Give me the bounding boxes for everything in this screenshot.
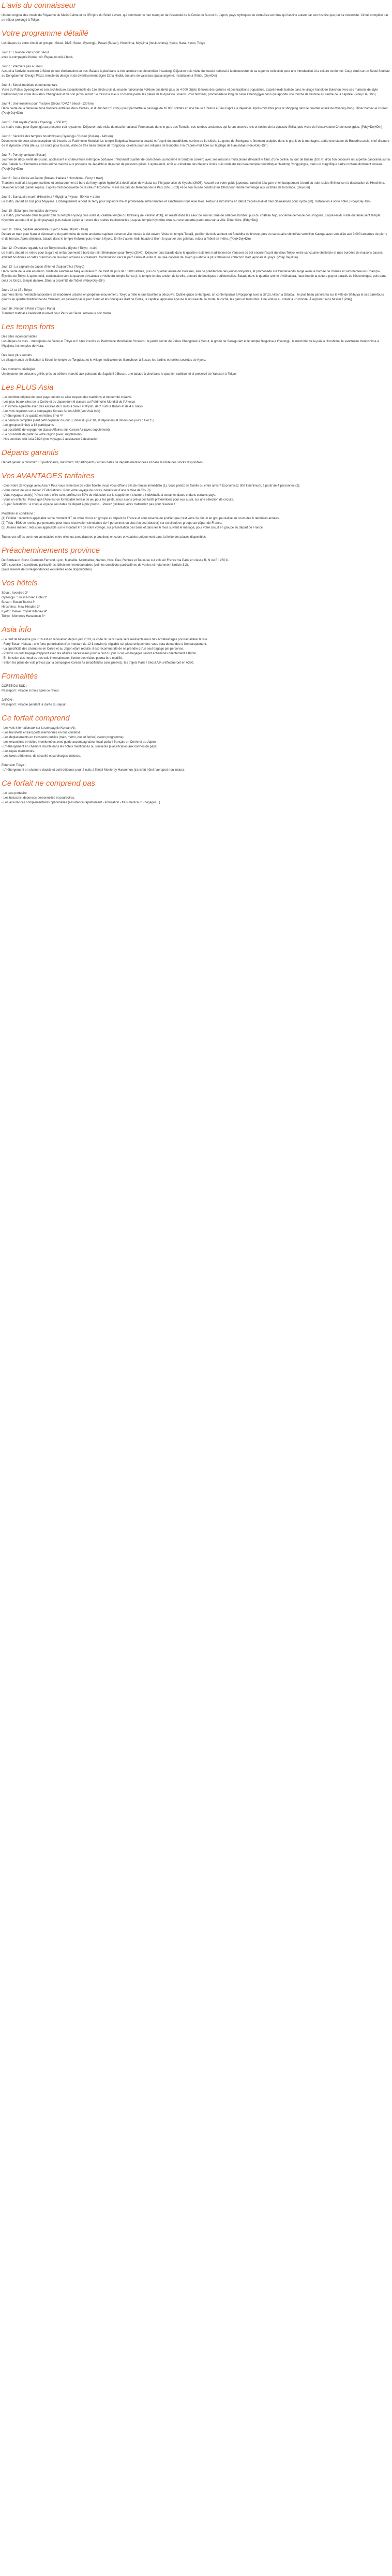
day-item — [2, 135, 390, 149]
day-item — [2, 195, 390, 204]
asia-info-list — [2, 638, 390, 666]
temps-fort-text: Les étapes de mes... métropoles de Séoul et Tokyo et 6 sites inscrits au Patrimoine Mondial de l'Unesco : le jardin secret du Palais Changdeok à Séoul, la grotte de Seokguram et le temple Bulguksa à Gyeongju, le mémorial de la paix à Hiroshima, le sanctuaire Itsukushima à Miyajima, les temples de Nara. — [2, 340, 379, 348]
section-title: Votre programme détaillé — [2, 29, 88, 38]
day-body: Transfert matinal à l'aéroport et envol pour Paris via Séoul. Arrivée le soir même. — [2, 312, 113, 315]
day-body: Journées libres. Véritable laboratoire de modernité urbaine en perpétuel mouvement, Tokyo a mille et une facettes à découvrir. Cultivé grâce à Harajuku, art contemporain à Roppongi, luxe à Ginza, kitsch à Odaiba... le plus beau panorama sur la ville de Shibuya et ses carrefours géants au quartier traditionnel de Yanesen, en passant par le parc Ueno et les boutiques d'art de Ginza, la capitale japonaise épouse la nouveauté, la mode, le cliché, les gens et leurs rites. Une voiture au volant à un monde. À explorer sans hésiter ! (Pdej) — [2, 293, 384, 301]
preach-text: (sous réserve de correspondances existantes et de disponibilités) — [2, 568, 92, 571]
section-avis — [2, 1, 390, 23]
hotel-line: Busan : Busan Tourist 3* — [2, 601, 36, 604]
section-asia-info — [2, 625, 390, 666]
modalites-text: (1) Fidélité : réduction applicable sur le montant HT de votre circuit en groupe au départ de France et sous réserve de justifier que c'est votre 3e circuit en groupe réalisé au cours des 6 dernières années. (2) Tribu : 5€/€ de remise par personne pour toute réservation simultanée de 4 personnes ou plus (un seul dossier) sur un circuit en groupe au départ de France. (3) Jeunes mariés : réduction applicable sur le montant HT de votre voyage, sur présentation des bans et dans les 6 mois suivant le mariage, pour votre circuit en groupe au départ de France. — [2, 517, 280, 529]
day-title: Jour 16 : Retour à Paris (Tokyo / Paris) — [2, 307, 55, 311]
list-item: - Prévoir un petit bagage d'appoint avec les affaires nécessaires pour la nuit du jour 8 car vos bagages seront acheminés directement à Kyoto. — [2, 652, 197, 655]
section-text: Départ garanti à minimum 10 participants, maximum 18 participants (sur les dates de départs mentionnées et dans la limite des stocks disponibles). — [2, 461, 205, 464]
section-title: Vos AVANTAGES tarifaires — [2, 472, 95, 480]
day-title: Jour 1 : Envol de Paris pour Séoul — [2, 51, 49, 54]
section-title: Ce forfait comprend — [2, 714, 70, 723]
list-item: - La possibilité de partir de votre région (avec supplément) — [2, 433, 82, 436]
day-body: Découverte de deux sites exceptionnels inscrits au Patrimoine Mondial. Le temple Bulguksa, incarne la beauté et l'esprit du bouddhisme coréen au 8e siècle. La grotte de Seokguram, finement sculptée dans le granit de la montagne, abrite une statue de Bouddha assis, chef-d'œuvre de la dynastie Shilla (8e s.). En route pour Busan, visite de très beau temple de Tongdosa, célèbre pour ses reliques de Bouddha. Fin d'après-midi libre sur la plage de Haeundae.(Pdej+Dej+Din) — [2, 140, 389, 148]
ne-comprend-pas-list — [2, 791, 390, 805]
day-title: Jour 5 : Cité royale (Séoul / Gyeongju - 350 km) — [2, 121, 68, 124]
day-body: Découverte de la fameuse zone frontière entre les deux Corées, et du tunnel n°3 conçu pour permettre le passage de 10 000 soldats en une heure ! Retour à Séoul après le déjeuner. Après-midi libre pour le shopping dans le quartier animé de Myeong-Dong. Dîner barbecue coréen. (Pdej+Dej+Din) — [2, 107, 389, 115]
day-body: avec la compagnie Korean Air. Repas et nuit à bord. — [2, 56, 73, 59]
formalite-line: Passeport : valable pendant la durée du séjour. — [2, 703, 67, 706]
list-item: - Les boissons, dépenses personnelles et pourboires. — [2, 797, 76, 800]
formalite-line: Passeport : valable 6 mois après le retour. — [2, 689, 60, 693]
day-body: Visite du Palais Gyeongbok et son architecture exceptionnelle du 13e siècle puis du musée national du Folklore qui abrite plus de 4 000 objets témoins des cultures et des traditions populaires. L'après-midi, balade dans le village hanok de Bukchon avec ses maisons de style traditionnel puis visite du Palais Changdeok et de son jardin secret : le trésor le mieux conservé parmi les palais de la dynastie Joseon. Pour terminer, promenade le long du canal Cheonggyecheon qui apporte une touche de verdure au centre de la capitale. (Pdej+Dej+Din) — [2, 89, 378, 96]
preach-text: De Bordeaux, Brest, Clermont-Ferrand, Lyon, Marseille, Montpellier, Nantes, Nice, Pau, Rennes et Toulouse sur vols Air France via Paris en classe R, N ou E : 250 €. — [2, 559, 229, 562]
day-title: Jour 3 : Séoul impériale et monumentale — [2, 84, 57, 87]
day-item — [2, 288, 390, 302]
day-item — [2, 209, 390, 223]
list-item: - Les repas mentionnés. — [2, 750, 35, 753]
list-item: - La pension complète (sauf petit déjeuner du jour 8, dîner du jour 10, et déjeuners et dîners des jours 14 et 15) — [2, 419, 155, 422]
day-item — [2, 265, 390, 284]
hotel-line: Tokyo : Monterey Hanzomon 3* — [2, 615, 45, 618]
list-item: - L'hébergement de qualité en hôtels 3* et 4* — [2, 415, 63, 418]
plus-list — [2, 395, 390, 442]
list-item: - Les vols internationaux sur la compagnie Korean Air. — [2, 727, 76, 730]
formalites-list — [2, 684, 390, 708]
section-plus-asia — [2, 383, 390, 442]
day-title: Jour 10 : Estampes immuables de Kyoto — [2, 210, 57, 213]
list-item: - Les déplacements en transports publics (train, métro, bus et ferries) (selon programme). — [2, 736, 125, 739]
temps-forts-list — [2, 335, 390, 377]
extension-label: Extension Tokyo : — [2, 764, 26, 767]
day-title: Jour 4 : Une frontière pour l'histoire (Séoul / DMZ / Séoul - 130 km) — [2, 102, 94, 106]
list-item: - L'hébergement en chambre double et petit déjeuner pour 2 nuits à l'hôtel Monterey Hanzomon (transfert hôtel / aéroport non inclus). — [2, 769, 185, 772]
list-item: - Les plus beaux sites de la Corée et du Japon dont 6 classés au Patrimoine Mondial de l'Unesco — [2, 401, 135, 404]
section-programme — [2, 29, 390, 316]
section-preacheminements — [2, 546, 390, 572]
day-item — [2, 176, 390, 190]
day-item — [2, 83, 390, 97]
day-item — [2, 246, 390, 260]
section-temps-forts — [2, 322, 390, 377]
day-item — [2, 121, 390, 130]
list-item: - Les vols réguliers sur la compagnie Korean Air en A380 (voir Asia info) — [2, 410, 100, 413]
day-title: Jour 9 : Sanctuaire marin (Hiroshima / Miyajima / Kyoto - 50 Km + train) — [2, 196, 100, 199]
day-body: Découverte de la ville en métro. Visite du sanctuaire Meiji au milieu d'une forêt de plus de 10 000 arbres, puis du quartier animé de Harajuku, lieu de prédilection des jeunes tokyoïtes, et promenade sur Omotesando, large avenue bordée de chênes et surnommée les Champs-Élysées de Tokyo. L'après-midi, continuation vers le quartier d'Asakusa et visite du temple Senso-ji, le temple le plus ancien de la ville, entouré de boutiques traditionnelles. Balade dans le quartier animé d'Akihabara, haut-lieu de la culture pop et paradis de l'électronique, puis dans celui de Ginza, temple du luxe. Dîner à proximité de l'hôtel. (Pdej+Dej+Din) — [2, 270, 386, 283]
section-text: Un duo original des musts du Royaume du Matin Calme et de l'Empire du Soleil Levant, qui comment ne rien manquer de l'essentiel de la Corée du Sud et du Japon, pays mythiques de cette Asie extrême qui fascine autant par son histoire que par sa modernité. Circuit complété par un séjour prolongé à Tokyo. — [2, 14, 388, 22]
section-title: Départs garantis — [2, 448, 59, 457]
day-title: Jours 14 et 15 : Tokyo — [2, 289, 32, 292]
list-item: - Les transferts et transports mentionnés en bus climatisé. — [2, 731, 82, 734]
list-item: - La possibilité de voyager en classe Affaires sur Korean Air (avec supplément) — [2, 429, 110, 432]
day-title: Jour 6 : Sérénité des temples bouddhiques (Gyeongju / Busan (Pusan) - 140 km) — [2, 135, 113, 138]
day-body: Départ en train pour Nara et découverte du patrimoine de cette ancienne capitale devenue ville musée à ciel ouvert. Visite du temple Todaiji, pavillon de bois abritant un Bouddha de bronze, puis du sanctuaire shintoïste vermillon Kasuga avec son allée aux 3 000 lanternes de pierre et de bronze. Après déjeuner, balade dans le temple Kofukuji puis retour à Kyoto. En fin d'après-midi, balade à Gion, le quartier des geishas, retour à l'hôtel en métro. (Pdej+Dej+Din) — [2, 233, 387, 241]
day-title: Jour 12 : Premiers regards sur un Tokyo insolite (Kyoto / Tokyo - train) — [2, 247, 98, 250]
section-avantages — [2, 472, 390, 540]
hotel-line: Gyeongju : Swiss Rosen Hotel 3* — [2, 596, 48, 599]
section-title: Vos hôtels — [2, 579, 38, 587]
temps-fort-label: Des lieux plus secrets — [2, 354, 32, 357]
formalite-line: COREE DU SUD : — [2, 685, 27, 688]
day-title: Jour 11 : Nara, capitale ancestrale (Kyoto / Nara / Kyoto - train) — [2, 228, 88, 231]
temps-fort-label: Des sites incontournables — [2, 335, 37, 338]
day-body: Le matin, route pour Gyeongju au prospère trait royaumes. Déjeuner puis visite du musée national. Promenade dans le parc des Tumulis, ces tombes anciennes qui furent enterrés rois et nobles de la dynastie Shilla, puis visite de l'observatoire Cheomseongdae. (Pdej+Dej+Din) — [2, 126, 382, 129]
list-item: - Un rythme agréable avec des escales de 3 nuits à Séoul et Kyoto, de 2 nuits à Busan et de 4 à Tokyo — [2, 405, 143, 408]
preach-text: Offre soumise à conditions particulières, billets non remboursables (voir les conditions particulières de ventes et notamment l'article 3.2). — [2, 564, 189, 567]
day-item — [2, 65, 390, 79]
list-item: - Les excursions et visites mentionnées avec guide accompagnateur local parlant français en Corée et au Japon. — [2, 741, 157, 744]
hotel-line: Hiroshima : New Hiroden 3* — [2, 606, 40, 609]
day-item — [2, 307, 390, 316]
day-item — [2, 51, 390, 60]
avantages-list — [2, 484, 390, 507]
list-item: - Le taxe portuaire. — [2, 792, 28, 795]
temps-fort-text: Un déjeuner de poissons grillés près du célèbre marché aux poissons de Jagalchi à Busan, une balade à pied dans le quartier traditionnel et préservé de Yanesen à Tokyo. — [2, 373, 237, 376]
section-hotels — [2, 579, 390, 619]
section-ne-comprend-pas — [2, 779, 390, 805]
list-item: - Les taxes aériennes, de sécurité et surcharges incluses. — [2, 755, 81, 758]
day-item — [2, 153, 390, 172]
section-departs — [2, 448, 390, 465]
section-title: Les temps forts — [2, 322, 55, 331]
days-list — [2, 51, 390, 316]
day-title: Jour 13 : La capitale du Japon d'hier et d'aujourd'hui (Tokyo) — [2, 266, 84, 269]
section-title: Les PLUS Asia — [2, 383, 54, 392]
section-title: Préacheminements province — [2, 546, 100, 555]
extension-list — [2, 768, 390, 773]
section-formalites — [2, 672, 390, 708]
list-item: - L'hébergement en chambre double dans les hôtels mentionnés ou similaires (classification aux normes du pays). — [2, 745, 158, 748]
day-body: Le matin, départ en métro pour la gare et embarquement à bord du train Shinkansen pour Tokyo (2h40). Déjeuner puis balade dans le quartier resté très traditionnel de Yanesen où bat encore l'esprit du vieux Tokyo, entre sanctuaire shintoïste et rues bordées de maisons basses abritant boutiques et cafés branchés ou œuvrant artisans et créateurs. Continuation vers le parc Ueno et visite du musée national de Tokyo qui abrite la plus fabuleuse collection d'art japonais du pays. (Pdej+Dej+Din) — [2, 252, 383, 259]
page — [0, 0, 392, 805]
formalite-line — [2, 694, 390, 698]
day-body: Accueil à l'arrivée, transfert à Séoul et tour d'orientation en bus. Balade à pied dans la très animée rue piétonnière Insadong. Déjeuner puis visite du musée national à la découverte de sa superbe collection pour une introduction à la culture coréenne. Coup d'œil sur un Séoul futuriste au Dongdaemun Design Plaza, temple du design et du divertissement signé Zaha Hadid, aux airs de vaisseau spatial argenté. Installation à l'hôtel. (Dej+Din) — [2, 70, 390, 78]
day-body: La matin, promenade dans le jardin zen du temple Ryoanji puis visite du célèbre temple du Kinkakuji (le Pavillon d'Or), en réalité dans les eaux de son lac orné de célèbres bonzes, puis du château Nijo, ancienne demeure des shoguns. L'après-midi, visite du fameusent temple Kiyomizu au cœur d'un jardin paysagé puis balade à pied à travers des ruelles traditionnelles jusqu'au temple Kiyomizu situé sur une superbe panorama sur la ville. Dîner libre. (Pdej+Dej) — [2, 214, 381, 222]
day-item — [2, 102, 390, 116]
day-title: Jour 7 : Port dynamique (Busan) — [2, 154, 47, 157]
list-item: - Vous en enfants : Parce que l'Asie est un formidable terrain de jeu pour les petits, nous avons prévu des tarifs préférentiels pour eux aussi, sur une sélection de circuits. — [2, 498, 234, 502]
list-item: - Selon les plans de vols prévus par la compagnie Korean Air (modifiables sans préavis), les trajets Paris / Séoul A/R s'effectueront en A380. — [2, 661, 194, 665]
hotel-line: Kyoto : Daiwa Roynet Kitanaw 4* — [2, 610, 48, 613]
day-item — [2, 228, 390, 242]
section-title: L'avis du connaisseur — [2, 1, 76, 10]
day-body: Transfert matinal à la gare maritime et embarquement à bord du ferry rapide hydrofoil à destination de Hakata sur l'île japonaise de Kyushu (3h05). Accueil par votre guide japonais, transfert à la gare et embarquement à bord du train rapide Shinkansen à destination de Hiroshima. Déjeuner à bord (panier repas). L'après-midi découverte de la ville d'Hiroshima : visite du parc du Mémorial de la Paix (UNESCO) et de son musée construit en 1960 pour rendre hommage aux victimes de la bombe. (Dej+Din) — [2, 182, 385, 189]
list-item: - Les groupes limités à 18 participants — [2, 424, 54, 427]
section-title: Formalités — [2, 672, 38, 681]
section-comprend — [2, 714, 390, 773]
hotels-list — [2, 591, 390, 619]
day-body: Journée de découverte de Busan, adolescent et chaleureuse métropole portuaire : l'étonnant quartier de Gamcheon (surnommé le Santorin coréen) avec ses maisons multicolores dévalant le flanc d'une colline, la tour de Busan (100 m) d'où l'on découvre un superbe panorama sur la ville. Balade sur l'immense et très animé marché aux poissons de Jagalchi et déjeuner de poissons grillés. L'après-midi, arrêt au cimetière des Nations Unies puis visite du très beau temple bouddhique Haedong Yonggungsa, dans un magnifique cadre rocheux dominant l'océan. (Pdej+Dej+Din) — [2, 158, 390, 171]
list-item: - Le combiné original de deux pays qui ont su allier respect des traditions et modernité créative — [2, 396, 132, 399]
modalites-label: Modalités et conditions : — [2, 512, 35, 516]
list-item: - Nos services Allo Asia 24/24 (nos voyages à assistance à destination — [2, 438, 99, 441]
list-item: - Super Tentations : à chaque voyage ses dates de départ à prix promo... Placez (limitées) alors n'attendez pas pour réserver ! — [2, 503, 175, 506]
section-title: Ce forfait ne comprend pas — [2, 779, 95, 788]
formalite-line: JAPON : — [2, 699, 14, 702]
list-item: - Le tarif de Miyajima (pour 1h est en rénovation depuis juin 2019, la visite du sanctuaire sera réalisable mais des échafaudages pourrait altérer la vue. — [2, 638, 208, 641]
comprend-list — [2, 726, 390, 759]
day-body: Le matin, départ en bus pour Miyajima. Embarquement à bord du ferry pour rejoindre l'île et promenade entre temples et sanctuaires tous Asie Inlès. Retour à Hiroshima en début d'après-midi et train Shinkansen pour Kyoto (2h). Installation à votre hôtel. (Pdej+Dej+Din) — [2, 200, 371, 203]
temps-fort-label: Des moments privilégiés — [2, 368, 36, 371]
day-title: Jour 2 : Premiers pas à Séoul — [2, 65, 43, 68]
list-item: - Vous venez de vous marier ? Félicitations ! Pour votre voyage de noces, bénéficiez d'une remise de 5% (3). — [2, 489, 152, 492]
list-item: - Ferry Busan-Hakata : une forte perturbation d'un montant de 12 € (environ), réglable sur place uniquement, vous sera demandée à l'embarquement. — [2, 643, 207, 646]
section-title: Asia info — [2, 625, 32, 634]
list-item: - Vous voyagez seul(e) ? Avec notre offre solo, profitez de 50% de réduction sur le supplément chambre individuelle à certaines dates et dans certains pays. — [2, 494, 216, 497]
list-item: - C'est votre 2e voyage avec Asia ? Pour vous remercier de votre fidélité, nous vous offrons 5% de remise immédiate (1). Vous partez en famille ou entre amis ? Économisez 300 € minimum, à partir de 4 personnes (2). — [2, 484, 300, 488]
programme-intro: Les étapes de votre circuit en groupe : Séoul, DMZ, Séoul, Gyeongju, Pusan (Busan), Hiroshima, Miyajima (Itsukushima), Kyoto, Nara, Kyoto, Tokyo — [2, 42, 205, 45]
avantages-note: Toutes ces offres sont non cumulables entre elles ou avec d'autres promotions en cours et valables uniquement dans la limite des places disponibles. — [2, 536, 207, 539]
list-item: - La spécificité des chambres en Corée et au Japon étant réduite, il est recommandé de ne prendre qu'un seul bagage par personne. — [2, 647, 184, 651]
list-item: - En fonction des horaires des vols internationaux, l'ordre des visites pourra être modifié. — [2, 657, 123, 660]
day-title: Jour 8 : De la Corée au Japon (Busan / Hakata / Hiroshima - Ferry + train) — [2, 177, 103, 180]
hotel-line: Séoul : Aventree 3* — [2, 592, 28, 595]
temps-fort-text: Le village hanok de Bukchon à Séoul, le temple de Tongdosa et le village multicolore de Gamcheon à Busan, les jardins et ruelles secrètes de Kyoto. — [2, 359, 206, 362]
list-item: - Les assurances complémentaires optionnelles (assistance rapatriement - annulation - frais médicaux - bagages...). — [2, 801, 161, 804]
